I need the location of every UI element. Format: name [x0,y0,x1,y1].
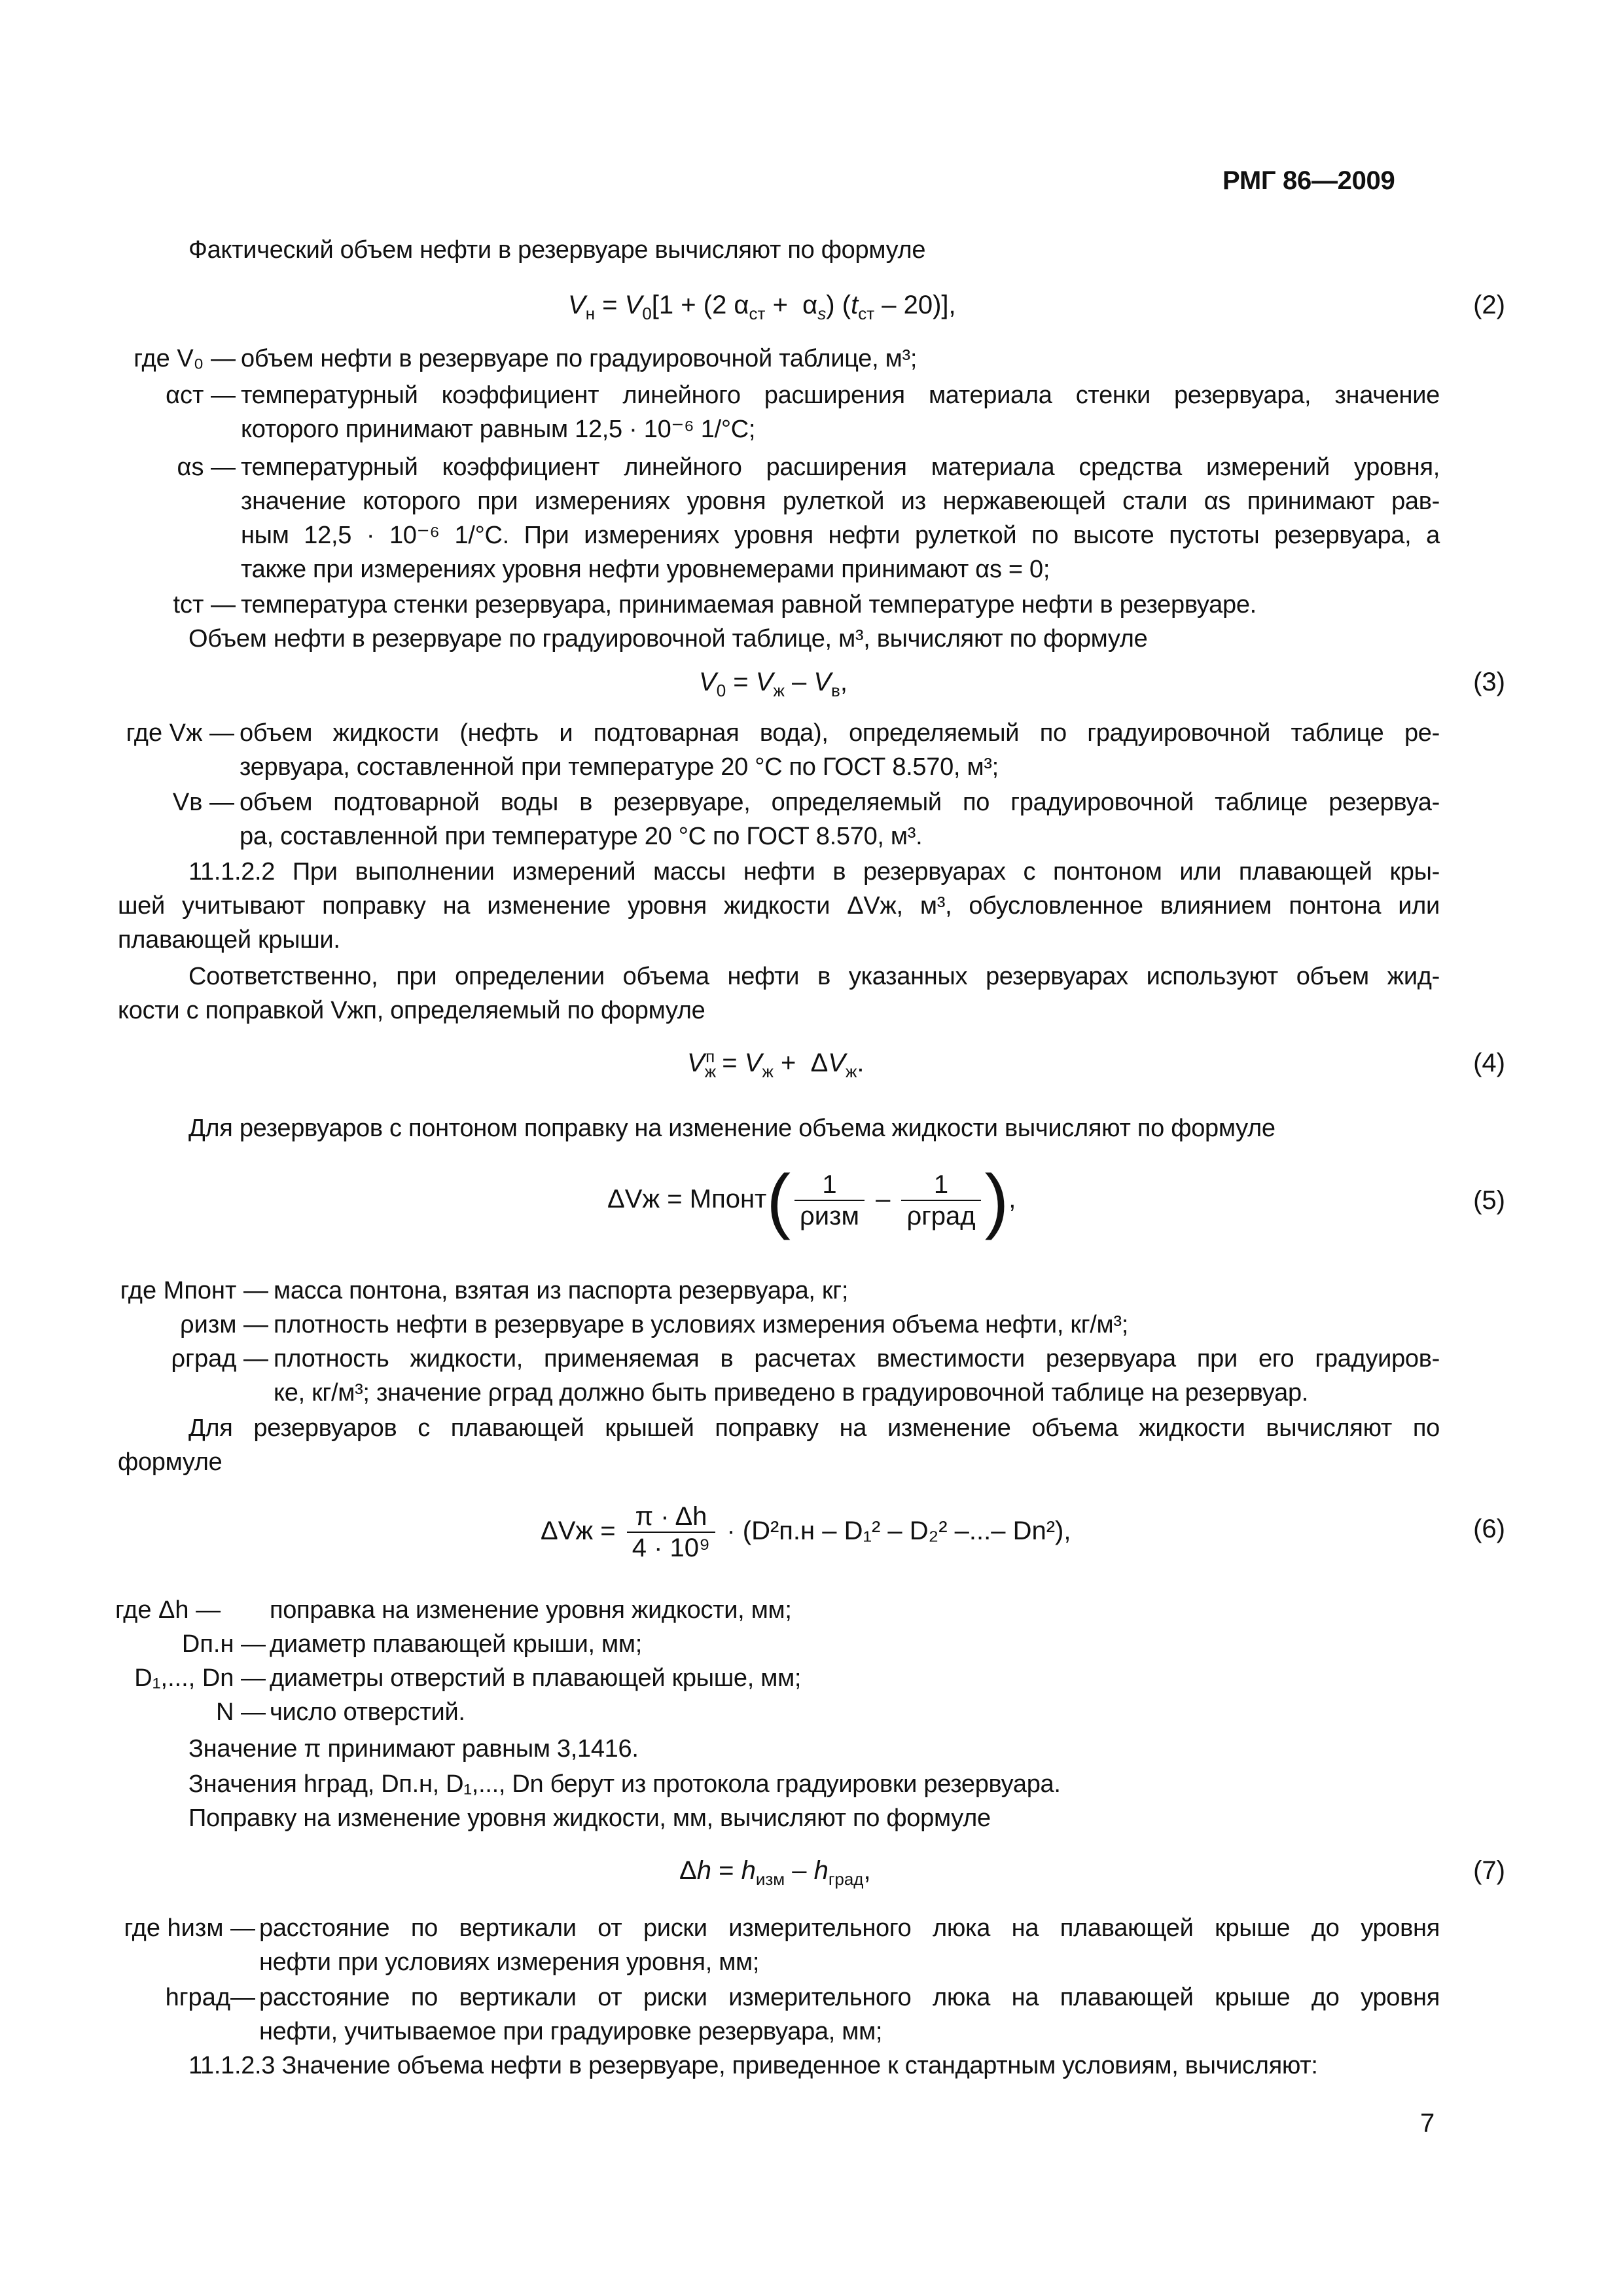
def-text-alpha-s-2: значение которого при измерениях уровня рулеткой из нержавеющей стали αs принимают рав- [241,488,1440,515]
formula-3: $V_0 = V_ж - V_в$, [699,668,847,700]
paragraph-11-1-2-3: 11.1.2.3 Значение объема нефти в резервуаре, приведенное к стандартным условиям, вычисляют: [188,2052,1318,2079]
equation-number-5: (5) [1473,1186,1505,1215]
def-text-v-v-1: объем подтоварной воды в резервуаре, определяемый по градуировочной таблице резервуа- [240,789,1440,816]
def-symbol-t-st: tст — [173,591,236,619]
def-text-v-zh-1: объем жидкости (нефть и подтоварная вода), определяемый по градуировочной таблице ре- [240,719,1440,747]
def-symbol-n: N — [216,1698,266,1726]
document-header: РМГ 86—2009 [1222,166,1395,195]
def-symbol-v0: где V₀ — [134,345,236,372]
paragraph-values-source: Значения hград, Dп.н, D₁,..., Dn берут из протокола градуировки резервуара. [188,1770,1061,1798]
paragraph-intro: Фактический объем нефти в резервуаре вычисляют по формуле [188,236,926,264]
formula-5-fraction-2 [901,1170,980,1231]
def-text-h-izm-2: нефти при условиях измерения уровня, мм; [259,1948,760,1976]
formula-5-frac1-num: 1 [794,1170,865,1201]
equation-number-4: (4) [1473,1049,1505,1077]
def-symbol-h-izm: где hизм — [124,1914,255,1942]
def-text-rho-izm: плотность нефти в резервуаре в условиях измерения объема нефти, кг/м³; [274,1311,1128,1338]
formula-5-frac2-den: ρград [906,1202,976,1231]
def-text-h-izm-1: расстояние по вертикали от риски измерительного люка на плавающей крыше до уровня [259,1914,1440,1942]
formula-5-fraction-1 [794,1170,865,1231]
def-symbol-dh: где Δh — [115,1596,221,1624]
def-symbol-v-zh: где Vж — [126,719,234,747]
formula-6-denominator: 4 · 10⁹ [632,1534,711,1563]
paragraph-11-1-2-2-line2: шей учитывают поправку на изменение уровня жидкости ΔVж, м³, обусловленное влиянием понтона или [118,892,1440,920]
paragraph-correction-line2: кости с поправкой Vжп, определяемый по формуле [118,997,705,1024]
paragraph-pi: Значение π принимают равным 3,1416. [188,1735,639,1763]
formula-5-close-paren: ) [984,1160,1009,1241]
equation-number-3: (3) [1473,668,1505,696]
def-text-rho-grad-2: ке, кг/м³; значение ρград должно быть приведено в градуировочной таблице на резервуар. [274,1379,1309,1407]
paragraph-volume-table: Объем нефти в резервуаре по градуировочной таблице, м³, вычисляют по формуле [188,625,1148,653]
def-text-alpha-s-3: ным 12,5 · 10⁻⁶ 1/°С. При измерениях уровня нефти рулеткой по высоте пустоты резервуара, а [241,522,1440,549]
formula-6-lhs: ΔVж = [541,1516,616,1545]
paragraph-floating-roof-line1: Для резервуаров с плавающей крышей поправку на изменение объема жидкости вычисляют по [188,1414,1440,1442]
paragraph-correction-line1: Соответственно, при определении объема нефти в указанных резервуарах используют объем жид- [188,963,1440,990]
def-symbol-d1-dn: D₁,..., Dn — [134,1664,266,1692]
paragraph-level-correction: Поправку на изменение уровня жидкости, мм, вычисляют по формуле [188,1804,991,1832]
def-text-alpha-st-2: которого принимают равным 12,5 · 10⁻⁶ 1/°С; [241,416,756,443]
paragraph-11-1-2-2-line3: плавающей крыши. [118,926,340,954]
formula-7: $\Delta h = h_{изм} - h_{град}$, [679,1856,871,1889]
def-text-alpha-s-1: температурный коэффициент линейного расширения материала средства измерений уровня, [241,454,1440,481]
formula-6-fraction [627,1501,715,1563]
paragraph-11-1-2-2-line1: 11.1.2.2 При выполнении измерений массы нефти в резервуарах с понтоном или плавающей кры- [188,858,1440,886]
def-text-v-v-2: ра, составленной при температуре 20 °С по ГОСТ 8.570, м³. [240,823,923,850]
def-symbol-rho-izm: ρизм — [180,1311,268,1338]
def-symbol-d-pn: Dп.н — [181,1630,266,1658]
formula-2: $V_н = V_0[1 + (2$ $\alpha_{ст} + \alpha_s$) $(t_{ст} - 20)$], [568,291,956,323]
def-text-h-grad-2: нефти, учитываемое при градуировке резервуара, мм; [259,2018,883,2045]
formula-6-rhs: · (D²п.н – D₁² – D₂² –...– Dn²), [726,1516,1071,1545]
def-symbol-m-pont: где Mпонт — [120,1277,268,1304]
formula-5-lhs: ΔVж = Mпонт [607,1185,767,1213]
paragraph-floating-roof-line2: формуле [118,1448,223,1476]
def-text-t-st: температура стенки резервуара, принимаемая равной температуре нефти в резервуаре. [241,591,1257,619]
formula-5: ΔVж = Mпонт( $\frac{1}{\text{ρизм}}$ – $\frac{1}{\text{ρград}}$ ), [607,1160,1016,1241]
page-number: 7 [1420,2109,1435,2138]
def-symbol-alpha-s: αs — [177,454,236,481]
formula-4: $V_ж^п = V_ж + \Delta V_ж$. [687,1046,865,1081]
paragraph-ponton: Для резервуаров с понтоном поправку на изменение объема жидкости вычисляют по формуле [188,1115,1275,1142]
equation-number-2: (2) [1473,291,1505,319]
def-text-d1-dn: диаметры отверстий в плавающей крыше, мм; [270,1664,802,1692]
def-text-alpha-st-1: температурный коэффициент линейного расширения материала стенки резервуара, значение [241,382,1440,409]
equation-number-6: (6) [1473,1515,1505,1543]
formula-6-numerator: π · Δh [627,1501,715,1533]
def-symbol-h-grad: hград— [165,1984,255,2011]
def-symbol-alpha-st: αст — [166,382,236,409]
def-symbol-v-v: Vв — [172,789,234,816]
equation-number-7: (7) [1473,1856,1505,1885]
def-text-n: число отверстий. [270,1698,465,1726]
formula-5-frac1-den: ρизм [800,1202,859,1231]
def-text-d-pn: диаметр плавающей крыши, мм; [270,1630,642,1658]
def-symbol-rho-grad: ρград — [171,1345,268,1372]
def-text-v0: объем нефти в резервуаре по градуировочной таблице, м³; [241,345,918,372]
def-text-m-pont: масса понтона, взятая из паспорта резервуара, кг; [274,1277,849,1304]
def-text-alpha-s-4: также при измерениях уровня нефти уровнемерами принимают αs = 0; [241,556,1050,583]
formula-6 [541,1495,1071,1567]
def-text-rho-grad-1: плотность жидкости, применяемая в расчетах вместимости резервуара при его градуиров- [274,1345,1440,1372]
formula-5-frac2-num: 1 [901,1170,980,1201]
formula-5-open-paren: ( [766,1160,791,1241]
def-text-v-zh-2: зервуара, составленной при температуре 20 °С по ГОСТ 8.570, м³; [240,753,999,781]
def-text-dh: поправка на изменение уровня жидкости, мм; [270,1596,792,1624]
def-text-h-grad-1: расстояние по вертикали от риски измерительного люка на плавающей крыше до уровня [259,1984,1440,2011]
